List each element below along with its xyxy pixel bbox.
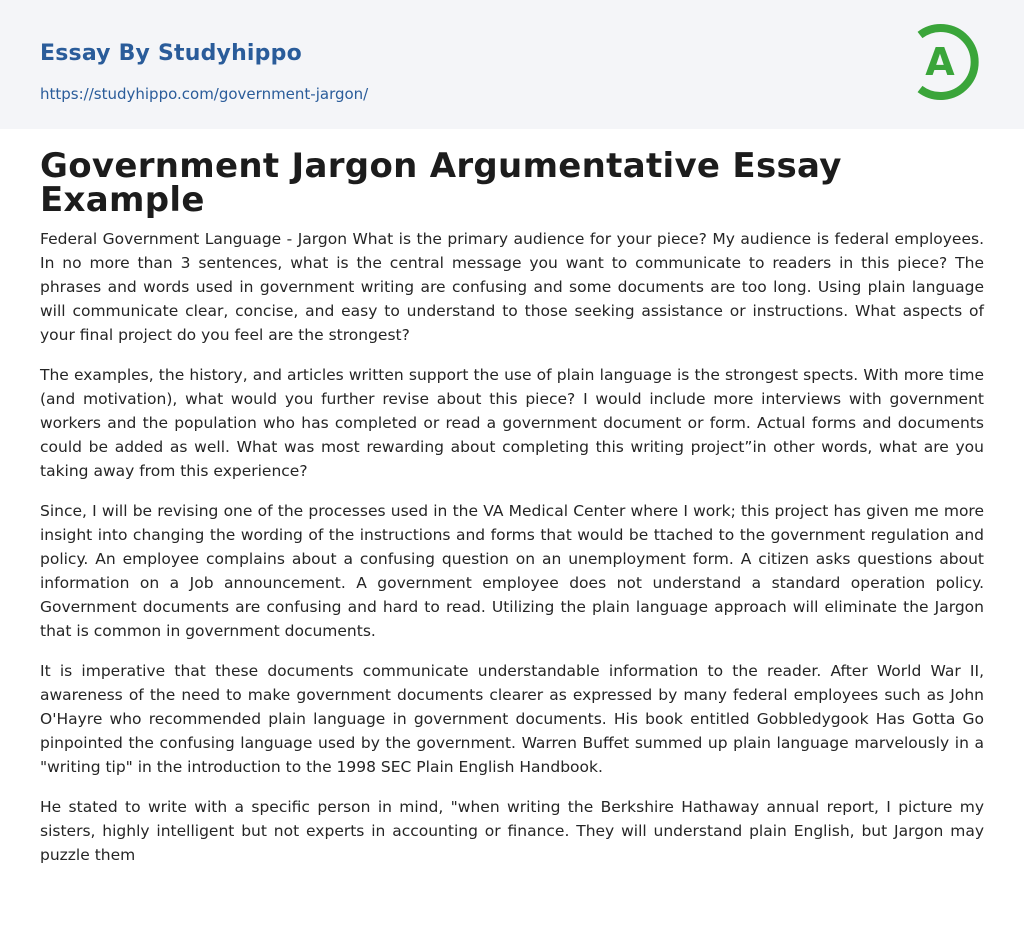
essay-paragraph: He stated to write with a specific person in mind, "when writing the Berkshire Hathaway annual report, I picture my sisters, highly intelligent but not experts in accounting or finance. They will understand plain English, but Jargon may puzzle them [40, 798, 984, 864]
essay-body [40, 227, 984, 867]
essay-paragraph: The examples, the history, and articles written support the use of plain language is the strongest spects. With more time (and motivation), what would you further revise about this piece? I would include more interviews with government workers and the population who has completed or read a government document or form. Actual forms and documents could be added as well. What was most rewarding about completing this writing project”in other words, what are you taking away from this experience? [40, 366, 984, 480]
essay-main [0, 146, 1024, 867]
source-url-link[interactable]: https://studyhippo.com/government-jargon/ [40, 85, 369, 103]
page-title: Government Jargon Argumentative Essay Example [40, 146, 842, 220]
essay-paragraph: It is imperative that these documents communicate understandable information to the reader. After World War II, awareness of the need to make government documents clearer as expressed by many federal employees such as John O'Hayre who recommended plain language in government documents. His book entitled Gobbledygook Has Gotta Go pinpointed the confusing language used by the government. Warren Buffet summed up plain language marvelously in a "writing tip" in the introduction to the 1998 SEC Plain English Handbook. [40, 662, 984, 776]
logo-letter: A [925, 40, 955, 84]
studyhippo-logo-icon[interactable] [910, 18, 988, 106]
essay-paragraph: Since, I will be revising one of the processes used in the VA Medical Center where I work; this project has given me more insight into changing the wording of the instructions and forms that would be ttached to the government regulation and policy. An employee complains about a confusing question on an unemployment form. A citizen asks questions about information on a Job announcement. A government employee does not understand a standard operation policy. Government documents are confusing and hard to read. Utilizing the plain language approach will eliminate the Jargon that is common in government documents. [40, 502, 984, 640]
site-header [0, 0, 1024, 129]
essay-paragraph: Federal Government Language - Jargon What is the primary audience for your piece? My audience is federal employees. In no more than 3 sentences, what is the central message you want to communicate to readers in this piece? The phrases and words used in government writing are confusing and some documents are too long. Using plain language will communicate clear, concise, and easy to understand to those seeking assistance or instructions. What aspects of your final project do you feel are the strongest? [40, 230, 984, 344]
brand-title: Essay By Studyhippo [40, 41, 302, 66]
